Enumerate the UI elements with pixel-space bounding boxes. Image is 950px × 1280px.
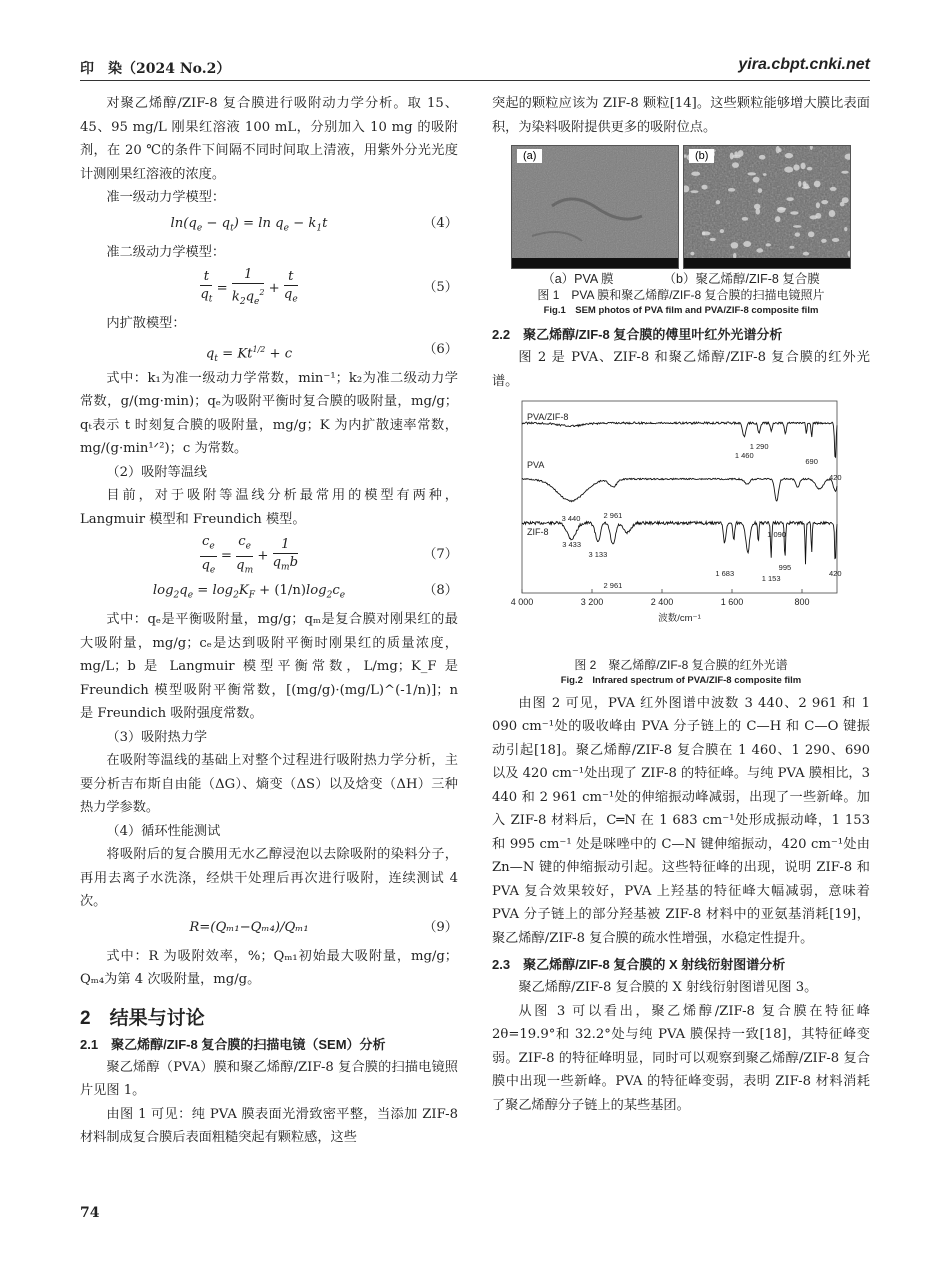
sem-particle	[821, 200, 828, 204]
x-axis-label: 波数/cm⁻¹	[658, 613, 701, 624]
left-column	[80, 92, 458, 1150]
sem-particle	[758, 188, 763, 193]
sub-tag-a: (a)	[517, 149, 542, 163]
sem-particle	[747, 172, 756, 175]
paragraph-sem-cont: 突起的颗粒应该为 ZIF-8 颗粒[14]。这些颗粒能够增大膜比表面积，为染料吸附提供更多的吸附位点。	[492, 96, 870, 135]
sem-particle	[795, 232, 800, 236]
series-label-zif-8: ZIF-8	[527, 527, 549, 537]
right-column	[492, 92, 870, 1117]
sem-particle	[777, 207, 785, 213]
sem-particle	[832, 238, 839, 242]
series-label-pva: PVA	[527, 460, 545, 470]
peak-label: 1 153	[761, 574, 781, 583]
equation-number: （6）	[423, 341, 458, 357]
peak-label: 2 961	[603, 581, 623, 590]
sem-particle	[808, 231, 815, 237]
sem-particle	[803, 252, 809, 256]
sem-particle	[763, 173, 767, 176]
journal-name: 印 染（2024 No.2）	[80, 61, 231, 77]
sem-particle	[710, 238, 716, 241]
sem-particle	[790, 246, 795, 249]
paragraph-kinetics: 对聚乙烯醇/ZIF-8 复合膜进行吸附动力学分析。取 15、45、95 mg/L 刚果红溶液 100 mL，分别加入 10 mg 的吸附剂，在 20 ℃的条件下间隔不同时间取上清液，用紫外分光光度计测刚果红溶液的浓度。	[80, 96, 458, 182]
spectrum-line-pva-zif-8	[522, 422, 837, 457]
figure-1-caption-en: Fig.1 SEM photos of PVA film and PVA/ZIF-8 composite film	[543, 305, 819, 316]
paragraph-sem-result: 由图 1 可见：纯 PVA 膜表面光滑致密平整，当添加 ZIF-8 材料制成复合膜后表面粗糙突起有颗粒感，这些	[80, 1106, 458, 1145]
equation-9	[80, 916, 458, 943]
sem-particle	[803, 183, 809, 188]
sem-particle	[766, 243, 771, 246]
sem-particle	[830, 187, 837, 191]
sem-particle	[790, 211, 798, 214]
sem-particle	[691, 172, 700, 176]
peak-label: 420	[828, 569, 842, 578]
equation-number: （4）	[423, 215, 458, 231]
sem-particle	[732, 162, 739, 168]
model-3-label: 内扩散模型：	[106, 316, 186, 331]
sem-particle	[753, 177, 760, 183]
peak-label: 1 683	[715, 569, 735, 578]
sem-particle	[793, 164, 799, 170]
subsection-heading-2-2: 2.2 聚乙烯醇/ZIF-8 复合膜的傅里叶红外光谱分析	[492, 327, 783, 342]
sem-info-bar	[512, 258, 678, 268]
paragraph-xrd-result: 从图 3 可以看出，聚乙烯醇/ZIF-8 复合膜在特征峰 2θ=19.9°和 32.2°处与纯 PVA 膜保持一致[18]，其特征峰变弱。ZIF-8 的特征峰明显，同时可以观察到聚乙烯醇/ZIF-8 复合膜中出现一些新峰。PVA 的特征峰变弱，表明 ZIF-8 材料消耗了聚乙烯醇分子链上的某些基团。	[492, 1003, 870, 1113]
model-1-label: 准一级动力学模型：	[106, 190, 226, 205]
sem-particle	[759, 155, 766, 160]
sem-texture-rough	[684, 146, 850, 268]
paragraph-ir-result: 由图 2 可见，PVA 红外图谱中波数 3 440、2 961 和 1 090 cm⁻¹处的吸收峰由 PVA 分子链上的 C—H 和 C—O 键振动引起[18]。聚乙烯醇/ZIF-8 复合膜在 1 460、1 290、690 以及 420 cm⁻¹处出现了 ZIF-8 的特征峰。与纯 PVA 膜相比，3 440 和 2 961 cm⁻¹处的伸缩振动峰减弱，出现了一些新峰。加入 ZIF-8 材料后，C═N 在 1 683 cm⁻¹处形成振动峰，1 153 和 995 cm⁻¹ 处是咪唑中的 C—N 键伸缩振动，420 cm⁻¹处由 Zn—N 键的伸缩振动引起。这些特征峰的出现，说明 ZIF-8 和 PVA 复合效果较好，PVA 上羟基的特征峰大幅减弱，意味着 PVA 分子链上的部分羟基被 ZIF-8 材料中的亚氨基消耗[19]，聚乙烯醇/ZIF-8 复合膜的疏水性增强，水稳定性提升。	[492, 695, 870, 946]
section-heading-2: 2 结果与讨论	[80, 1007, 205, 1029]
sem-particle	[720, 229, 724, 233]
peak-label: 3 133	[588, 550, 608, 559]
subsection-isotherm: （2）吸附等温线	[106, 464, 208, 480]
subsection-cycle: （4）循环性能测试	[106, 823, 221, 839]
sem-particle	[754, 204, 761, 210]
sem-particle	[690, 190, 698, 193]
sem-particle	[702, 231, 711, 235]
x-tick-label: 3 200	[580, 597, 604, 607]
paragraph-ir-intro: 图 2 是 PVA、ZIF-8 和聚乙烯醇/ZIF-8 复合膜的红外光谱。	[492, 350, 870, 389]
sublabel-b: （b）聚乙烯醇/ZIF-8 复合膜	[663, 272, 820, 286]
equation-4: $\ln(q_e - q_t) = \ln q_e - k_1t$ （4）	[80, 212, 458, 239]
sem-particle	[829, 210, 836, 217]
paragraph-isotherm: 目前，对于吸附等温线分析最常用的模型有两种，Langmuir 模型和 Freundich 模型。	[80, 488, 458, 527]
sem-particle	[728, 188, 735, 192]
paragraph-thermo: 在吸附等温线的基础上对整个过程进行吸附热力学分析，主要分析吉布斯自由能（ΔG）、熵变（ΔS）以及焓变（ΔH）三种热力学参数。	[80, 753, 458, 815]
sem-particle	[731, 242, 739, 248]
equation-7: $\frac{c_e}{q_e}$ = $\frac{c_e}{q_m}$ + $\frac{1}{q_mb}$ （7）	[201, 534, 458, 576]
sem-particle	[743, 241, 751, 247]
subsection-heading-2-1: 2.1 聚乙烯醇/ZIF-8 复合膜的扫描电镜（SEM）分析	[80, 1036, 386, 1052]
sem-particle	[785, 153, 793, 158]
figure-2-caption-cn: 图 2 聚乙烯醇/ZIF-8 复合膜的红外光谱	[574, 657, 788, 672]
sem-particle	[716, 200, 720, 204]
equation-number: （8）	[423, 583, 458, 598]
paragraph-xrd-intro: 聚乙烯醇/ZIF-8 复合膜的 X 射线衍射图谱见图 3。	[518, 980, 818, 995]
page-number: 74	[80, 1205, 100, 1221]
sublabel-a: （a）PVA 膜	[542, 272, 614, 286]
sem-particle	[776, 146, 780, 153]
sem-particle	[756, 248, 763, 252]
journal-site: yira.cbpt.cnki.net	[738, 56, 870, 73]
sem-info-bar	[684, 258, 850, 268]
equation-9-formula: R=(Qₘ₁−Qₘ₄)/Qₘ₁	[189, 919, 309, 935]
x-tick-label: 1 600	[720, 597, 744, 607]
figure-1-images	[492, 145, 870, 269]
spectrum-line-pva	[522, 478, 837, 501]
peak-label: 690	[805, 457, 818, 466]
peak-label: 3 440	[561, 514, 581, 523]
peak-label: 995	[778, 563, 792, 572]
sem-particle	[775, 216, 781, 222]
sub-tag-b: (b)	[689, 149, 714, 163]
model-2-label: 准二级动力学模型：	[106, 244, 226, 260]
sem-particle	[793, 225, 802, 228]
paragraph-symbols-3: 式中：R 为吸附效率，%；Qₘ₁初始最大吸附量，mg/g；Qₘ₄为第 4 次吸附量，mg/g。	[80, 948, 458, 987]
peak-label: 2 961	[603, 511, 623, 520]
sem-particle	[821, 239, 827, 243]
peak-label: 1 290	[749, 442, 769, 451]
figure-1-sublabels	[492, 271, 870, 287]
sem-particle	[742, 217, 748, 221]
x-tick-label: 4 000	[510, 597, 534, 607]
peak-label: 420	[828, 473, 842, 482]
sem-particle	[702, 185, 708, 190]
paragraph-sem-intro: 聚乙烯醇（PVA）膜和聚乙烯醇/ZIF-8 复合膜的扫描电镜照片见图 1。	[80, 1059, 458, 1098]
peak-label: 1 460	[734, 451, 754, 460]
sem-particle	[816, 202, 820, 208]
sem-particle	[814, 181, 821, 188]
sem-particle	[690, 252, 694, 256]
x-tick-label: 2 400	[650, 597, 674, 607]
equation-5: $\frac{t}{q_t}$ = $\frac{1}{k_2q_e^2}$ + $\frac{t}{q_e}$ （5）	[200, 267, 458, 308]
sem-particle	[786, 197, 793, 201]
paragraph-symbols-1: 式中：k₁为准一级动力学常数，min⁻¹；k₂为准二级动力学常数，g/(mg·min)；qₑ为吸附平衡时复合膜的吸附量，mg/g；qₜ表示 t 时刻复合膜的吸附量，mg/g；K 为内扩散速率常数，mg/(g·min¹ᐟ²)；c 为常数。	[80, 370, 458, 456]
sem-particle	[798, 181, 801, 187]
x-tick-label: 800	[794, 597, 810, 607]
series-label-pva-zif-8: PVA/ZIF-8	[527, 412, 569, 422]
sem-photo-pva	[511, 145, 679, 269]
figure-2-caption-en: Fig.2 Infrared spectrum of PVA/ZIF-8 composite film	[560, 674, 802, 686]
sem-particle	[841, 171, 848, 174]
ir-spectrum-chart	[492, 393, 870, 648]
sem-photo-composite	[683, 145, 851, 269]
peak-label: 3 433	[562, 540, 582, 549]
equation-number: （9）	[423, 919, 458, 935]
equation-number: （7）	[423, 547, 458, 562]
sem-particle	[844, 227, 847, 231]
sem-texture-smooth	[512, 146, 678, 268]
running-header	[80, 56, 870, 81]
equation-number: （5）	[423, 280, 458, 295]
paragraph-cycle: 将吸附后的复合膜用无水乙醇浸泡以去除吸附的染料分子，再用去离子水洗涤，经烘干处理后再次进行吸附，连续测试 4 次。	[80, 847, 458, 909]
subsection-thermo: （3）吸附热力学	[106, 729, 208, 745]
subsection-heading-2-3: 2.3 聚乙烯醇/ZIF-8 复合膜的 X 射线衍射图谱分析	[492, 957, 786, 972]
peak-label: 1 090	[767, 530, 787, 539]
sem-particle	[807, 167, 812, 171]
sem-particle	[784, 167, 793, 173]
equation-8: $\log_2q_e = \log_2K_F + (1/n)\log_2c_e$ （8）	[80, 579, 458, 606]
figure-1-caption-cn: 图 1 PVA 膜和聚乙烯醇/ZIF-8 复合膜的扫描电镜照片	[537, 288, 825, 302]
sem-particle	[815, 213, 821, 219]
sem-particle	[842, 197, 849, 203]
sem-particle	[734, 151, 738, 157]
equation-6: $q_t = Kt^{1/2} + c$ （6）	[80, 338, 458, 365]
paragraph-symbols-2: 式中：qₑ是平衡吸附量，mg/g；qₘ是复合膜对刚果红的最大吸附量，mg/g；cₑ是达到吸附平衡时刚果红的质量浓度，mg/L；b 是 Langmuir 模型平衡常数，L/mg；K_F 是 Freundich 模型吸附平衡常数，[(mg/g)·(mg/L)^(-1/n)]；n 是 Freundich 吸附强度常数。	[80, 612, 458, 721]
sem-particle	[801, 163, 806, 170]
